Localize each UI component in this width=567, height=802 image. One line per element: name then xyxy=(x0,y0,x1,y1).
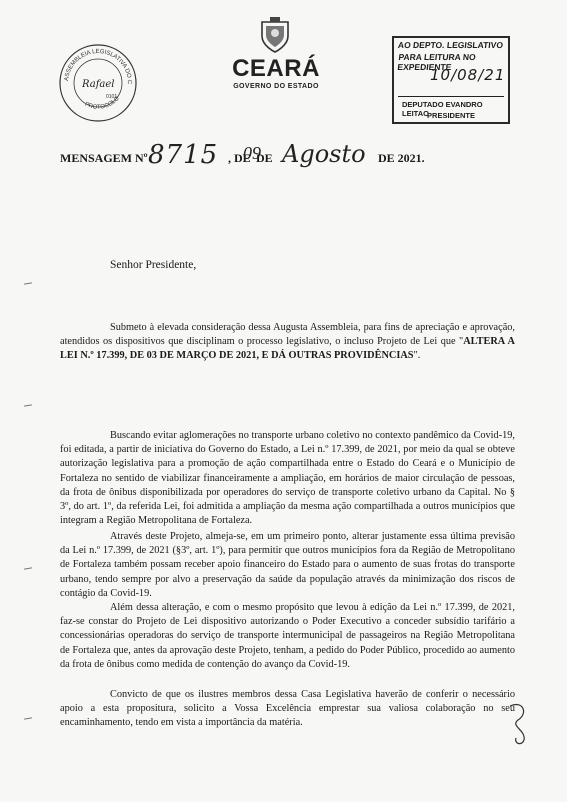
stamp-date: 10/08/21 xyxy=(430,66,506,84)
state-subtitle: GOVERNO DO ESTADO xyxy=(233,83,319,90)
salutation: Senhor Presidente, xyxy=(110,259,197,271)
stamp-line-leitura: PARA LEITURA NO EXPEDIENTE xyxy=(396,52,477,72)
protocol-stamp-seal xyxy=(58,43,138,123)
message-year: DE 2021. xyxy=(378,151,425,165)
message-de-2: DE xyxy=(256,151,273,165)
stamp-signature: Rafael xyxy=(82,79,115,90)
margin-mark xyxy=(24,404,32,406)
stamp-arc-top: ASSEMBLEIA LEGISLATIVA DO C xyxy=(64,48,133,85)
message-de-1: , DE xyxy=(228,151,251,165)
handwritten-mark-icon xyxy=(506,700,532,746)
paragraph-2: Buscando evitar aglomerações no transporte urbano coletivo no contexto pandêmico da Covid-19, foi editada, a partir de iniciativa do Governo do Estado, a Lei n.º 17.399, de 2021, por meio da qual se obteve autorização legislativa para a promoção de ação compartilhada entre o Estado do Ceará e o Município de Fortaleza no sentido de viabilizar financeiramente a ampliação, em horários de maior circulação de pessoas, da frota de ônibus disponibilizada por operadores do serviço de transporte coletivo urbano da Capital. No § 3º, do art. 1º, da referida Lei, foi admitida a ampliação da mesma ação compartilhada a outros municípios que integram a Região Metropolitana de Fortaleza. xyxy=(60,430,515,527)
stamp-rule xyxy=(398,96,504,97)
message-month: Agosto xyxy=(282,140,366,168)
coat-of-arms-icon xyxy=(258,16,292,54)
paragraph-1-close: ". xyxy=(413,350,421,362)
paragraph-5: Convicto de que os ilustres membros dessa Casa Legislativa haverão de conferir o necessário apoio a esta propositura, solicito a Vossa Excelência emprestar sua valiosa colaboração no seu encaminhamento, tendo em vista a importância da matéria. xyxy=(60,689,515,729)
stamp-code: 0101 xyxy=(106,94,118,100)
margin-mark xyxy=(24,282,32,284)
stamp-line-deputado: DEPUTADO EVANDRO LEITAO xyxy=(402,100,483,118)
paragraph-1-bill-title: ALTERA A LEI N.º 17.399, DE 03 DE MARÇO DE 2021, E DÁ OUTRAS PROVIDÊNCIAS xyxy=(60,336,515,362)
paragraph-1 xyxy=(60,321,515,364)
message-day: 09 xyxy=(243,143,261,163)
protocol-stamp xyxy=(58,43,138,123)
paragraph-4: Além dessa alteração, e com o mesmo propósito que levou à edição da Lei n.º 17.399, de 2021, faz-se constar do Projeto de Lei dispositivo autorizando o Poder Executivo a conceder subsídio tarifário a concessionárias operadoras do serviço de transporte intermunicipal de passageiros na Região Metropolitana de Fortaleza que, antes da aprovação deste Projeto, tenham, a pedido do Poder Público, procedido ao aumento da frota de ônibus como medida de contenção do avanço da Covid-19. xyxy=(60,602,515,670)
stamp-line-depto: AO DEPTO. LEGISLATIVO xyxy=(397,40,504,50)
paragraph-3: Através deste Projeto, almeja-se, em um primeiro ponto, alterar justamente essa última previsão da Lei n.º 17.399, de 2021 (§3º, art. 1º), para permitir que outros municípios fora da Região de Metropolitano de Fortaleza também possam receber apoio financeiro do Estado para o aumento de suas frotas do transporte urbano, tendo sempre por alvo a preservação da saúde da população através da minimização dos riscos de contágio da Covid-19. xyxy=(60,531,515,599)
stamp-arc-bottom: PROTOCOLO xyxy=(83,95,121,111)
margin-mark xyxy=(24,717,32,719)
state-title: CEARÁ xyxy=(232,55,320,82)
margin-mark xyxy=(24,567,32,569)
stamp-line-presidente: PRESIDENTE xyxy=(427,111,475,120)
message-number: 8715 xyxy=(148,140,219,170)
legislative-stamp xyxy=(392,36,510,124)
paragraph-1-intro: Submeto à elevada consideração dessa Augusta Assembleia, para fins de apreciação e aprovação, atendidos os dispositivos que disciplinam o processo legislativo, o incluso Projeto de Lei que " xyxy=(60,322,515,348)
message-label: MENSAGEM Nº xyxy=(60,151,148,165)
